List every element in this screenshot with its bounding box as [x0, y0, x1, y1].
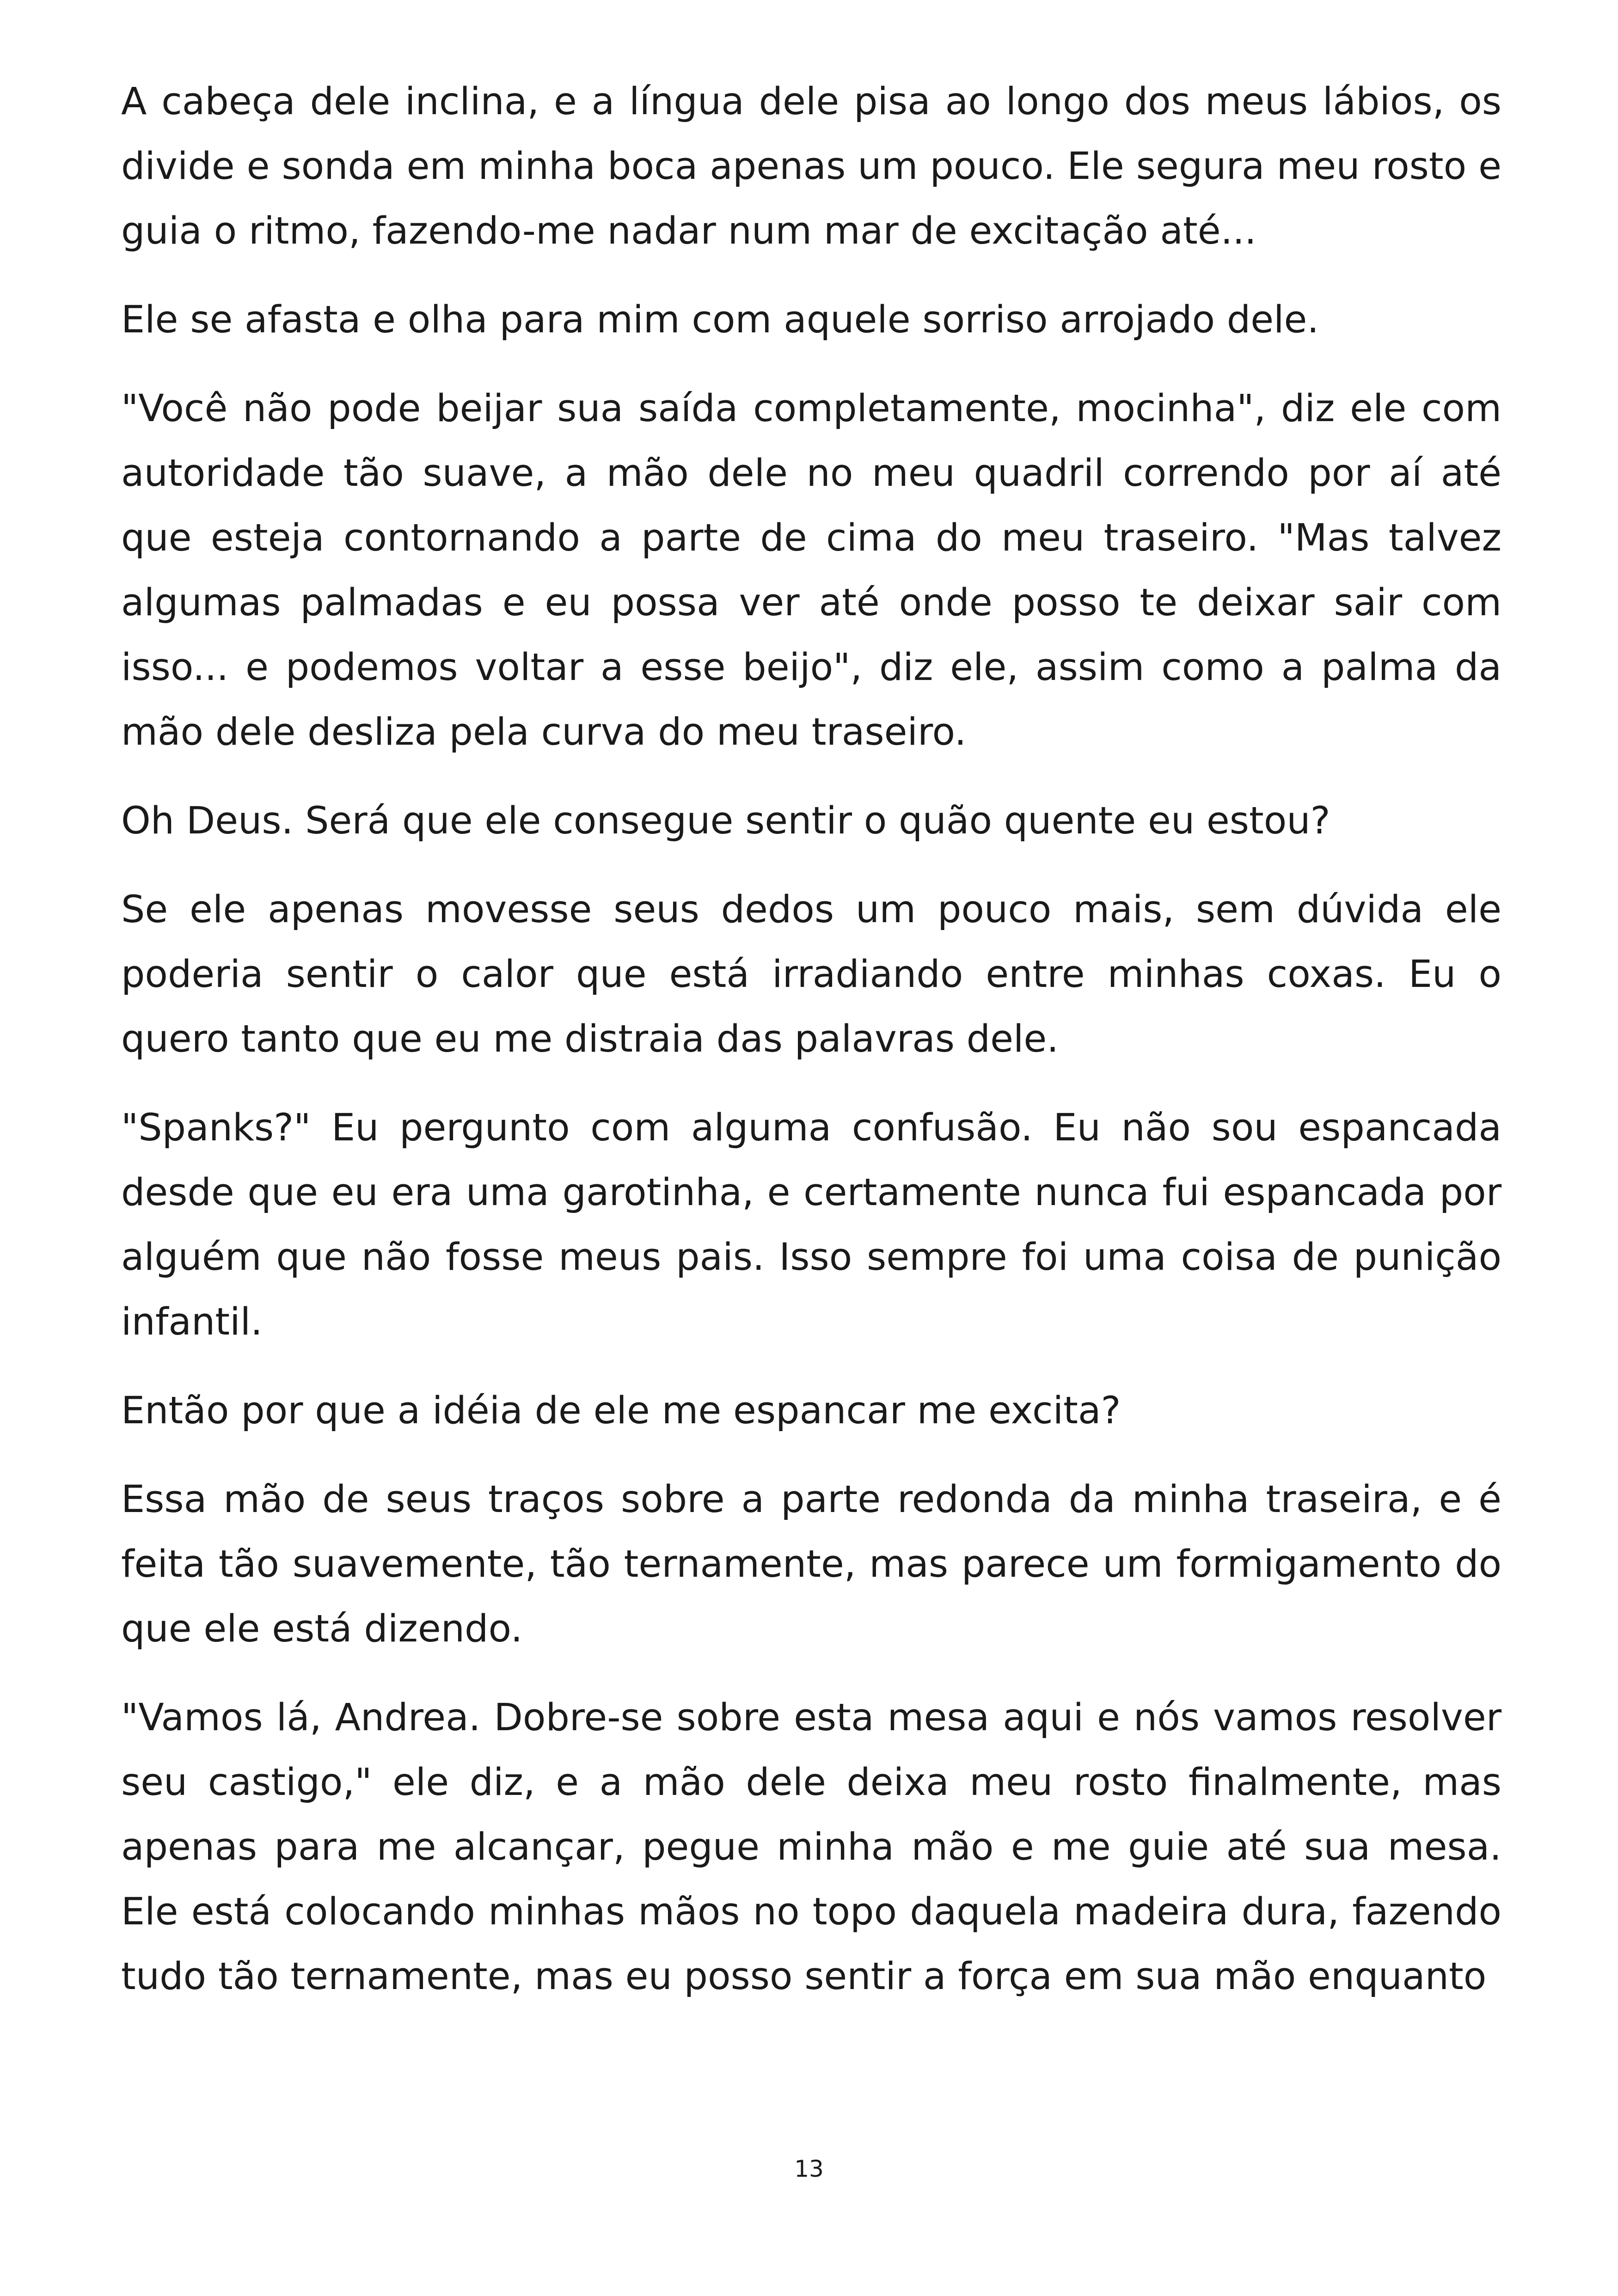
paragraph: Ele se afasta e olha para mim com aquele sorriso arrojado dele. — [121, 298, 1319, 342]
paragraph: "Vamos lá, Andrea. Dobre-se sobre esta mesa aqui e nós vamos resolver seu castigo," ele diz, e a mão dele deixa meu rosto finalmente, mas apenas para me alcançar, pegue minha mão e me guie até sua mesa. Ele está colocando minhas mãos no topo daquela madeira dura, fazendo tudo tão ternamente, mas eu posso sentir a força em sua mão enquanto — [121, 1696, 1502, 1998]
paragraph: Essa mão de seus traços sobre a parte redonda da minha traseira, e é feita tão suavemente, tão ternamente, mas parece um formigamento do que ele está dizendo. — [121, 1478, 1502, 1651]
paragraph: "Spanks?" Eu pergunto com alguma confusão. Eu não sou espancada desde que eu era uma garotinha, e certamente nunca fui espancada por alguém que não fosse meus pais. Isso sempre foi uma coisa de punição infantil. — [121, 1106, 1502, 1344]
body-text — [121, 69, 1502, 2033]
paragraph: A cabeça dele inclina, e a língua dele pisa ao longo dos meus lábios, os divide e sonda em minha boca apenas um pouco. Ele segura meu rosto e guia o ritmo, fazendo-me nadar num mar de excitação até... — [121, 80, 1502, 253]
page-number: 13 — [794, 2155, 824, 2182]
paragraph: Então por que a idéia de ele me espancar me excita? — [121, 1389, 1121, 1433]
paragraph: Oh Deus. Será que ele consegue sentir o quão quente eu estou? — [121, 799, 1330, 843]
paragraph: "Você não pode beijar sua saída completamente, mocinha", diz ele com autoridade tão suave, a mão dele no meu quadril correndo por aí até que esteja contornando a parte de cima do meu traseiro. "Mas talvez algumas palmadas e eu possa ver até onde posso te deixar sair com isso... e podemos voltar a esse beijo", diz ele, assim como a palma da mão dele desliza pela curva do meu traseiro. — [121, 387, 1502, 754]
paragraph: Se ele apenas movesse seus dedos um pouco mais, sem dúvida ele poderia sentir o calor que está irradiando entre minhas coxas. Eu o quero tanto que eu me distraia das palavras dele. — [121, 888, 1502, 1061]
